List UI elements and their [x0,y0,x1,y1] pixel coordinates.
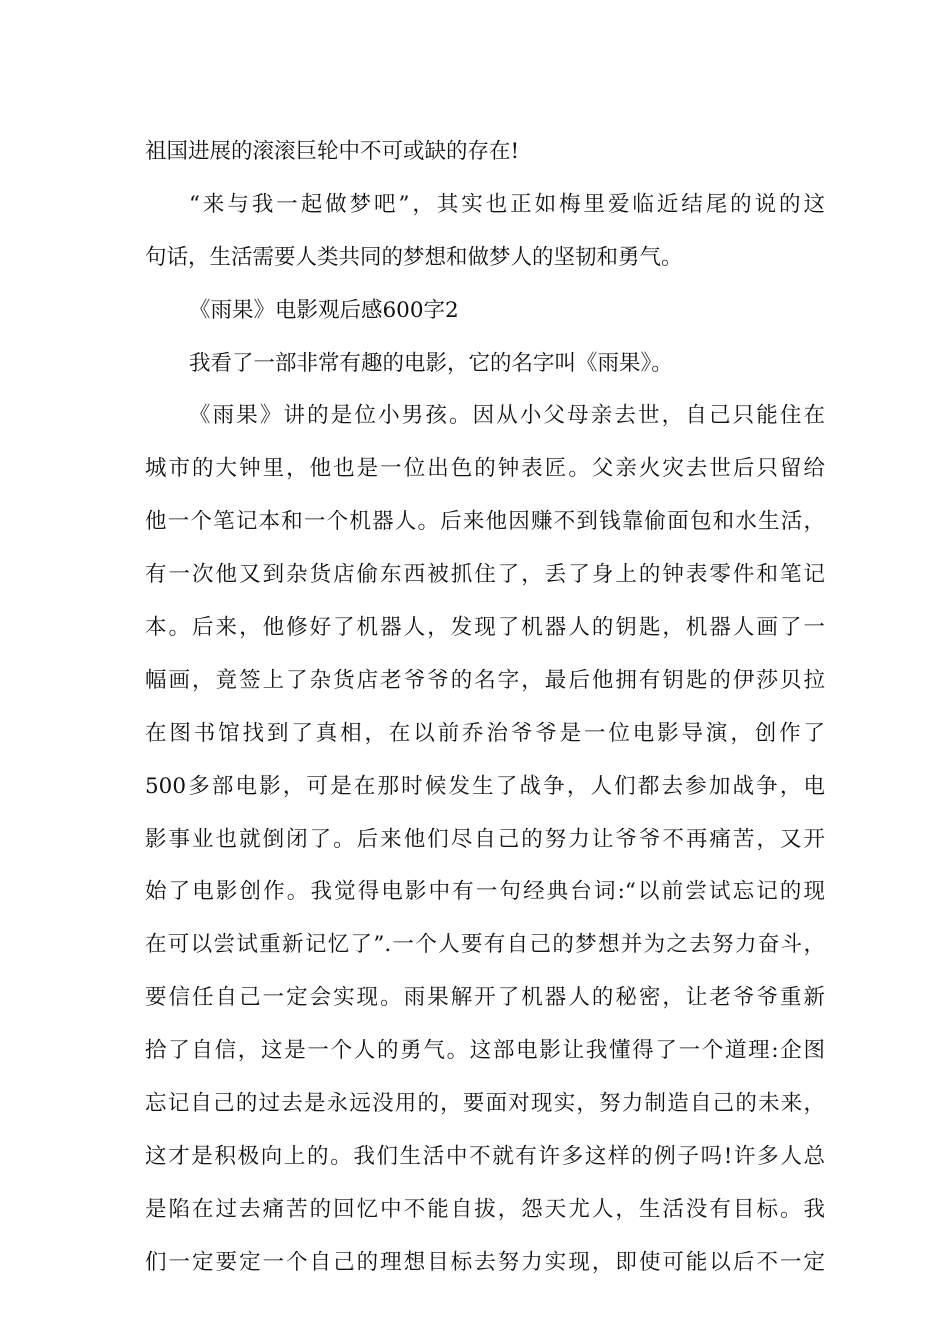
text-line: 城市的大钟里，他也是一位出色的钟表匠。父亲火灾去世后只留给 [145,456,825,482]
text-line: 他一个笔记本和一个机器人。后来他因赚不到钱靠偷面包和水生活， [145,509,825,535]
text-line: 句话，生活需要人类共同的梦想和做梦人的坚韧和勇气。 [145,244,683,270]
paragraph-first-line: 《雨果》讲的是位小男孩。因从小父母亲去世，自己只能住在 [189,403,825,429]
text-line: 在可以尝试重新记忆了”.一个人要有自己的梦想并为之去努力奋斗， [145,932,825,958]
text-line: 们一定要定一个自己的理想目标去努力实现，即使可能以后不一定 [145,1249,825,1275]
paragraph-first-line: 我看了一部非常有趣的电影，它的名字叫《雨果》。 [189,350,673,376]
section-heading: 《雨果》电影观后感600字2 [189,297,459,323]
text-line: 忘记自己的过去是永远没用的，要面对现实，努力制造自己的未来， [145,1091,825,1117]
text-line: 拾了自信，这是一个人的勇气。这部电影让我懂得了一个道理:企图 [145,1038,825,1064]
text-line: 祖国进展的滚滚巨轮中不可或缺的存在! [145,139,520,164]
text-line: 这才是积极向上的。我们生活中不就有许多这样的例子吗!许多人总 [145,1143,825,1169]
text-line: 本。后来，他修好了机器人，发现了机器人的钥匙，机器人画了一 [145,615,825,641]
text-line: 始了电影创作。我觉得电影中有一句经典台词:“以前尝试忘记的现 [145,879,825,905]
document-text [145,126,825,1290]
text-line: 在图书馆找到了真相，在以前乔治爷爷是一位电影导演，创作了 [145,720,825,746]
text-line: 有一次他又到杂货店偷东西被抓住了，丢了身上的钟表零件和笔记 [145,562,825,588]
text-line: 是陷在过去痛苦的回忆中不能自拔，怨天尤人，生活没有目标。我 [145,1196,825,1222]
paragraph-first-line: “来与我一起做梦吧”，其实也正如梅里爱临近结尾的说的这 [189,191,825,217]
text-line: 500多部电影，可是在那时候发生了战争，人们都去参加战争，电 [145,773,825,799]
text-line: 幅画，竟签上了杂货店老爷爷的名字，最后他拥有钥匙的伊莎贝拉 [145,667,825,693]
text-line: 影事业也就倒闭了。后来他们尽自己的努力让爷爷不再痛苦，又开 [145,826,825,852]
text-line: 要信任自己一定会实现。雨果解开了机器人的秘密，让老爷爷重新 [145,985,825,1011]
